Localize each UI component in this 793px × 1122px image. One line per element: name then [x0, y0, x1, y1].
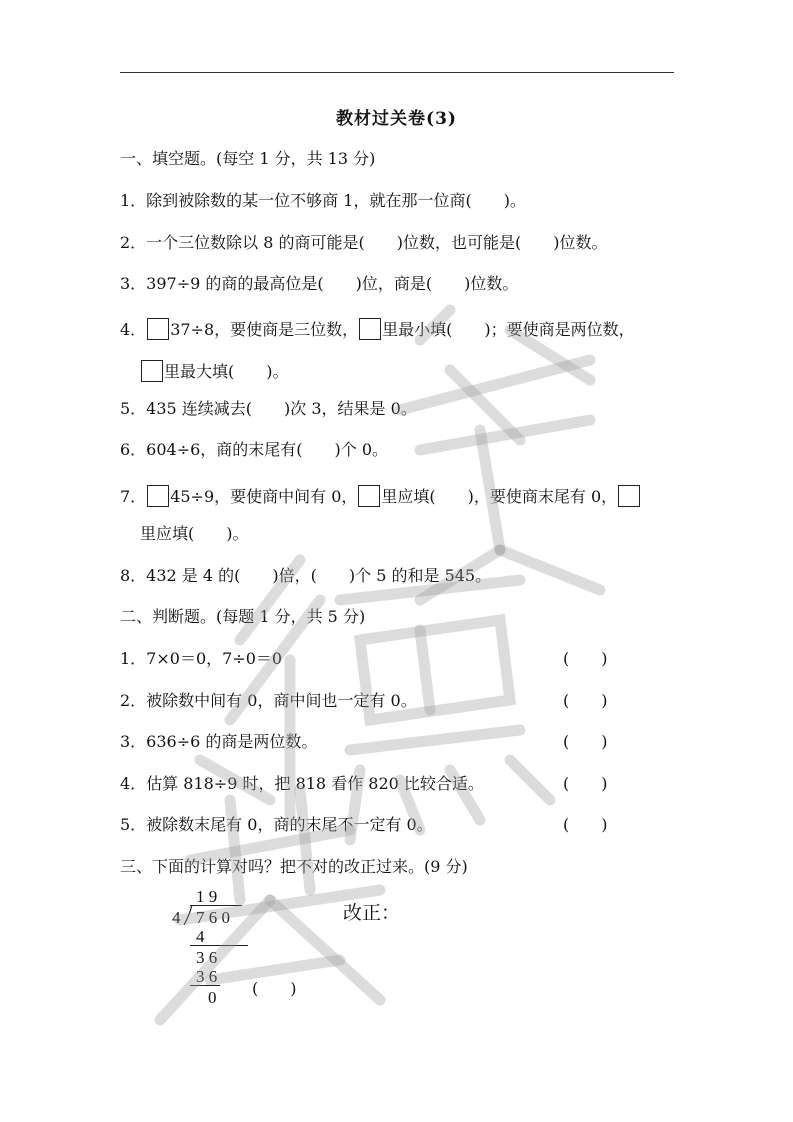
question-1-4-cont — [140, 360, 289, 383]
answer-bracket: ( ) — [563, 774, 608, 793]
question-1-4 — [120, 318, 635, 341]
section3-heading: 三、下面的计算对吗？把不对的改正过来。(9 分) — [120, 857, 468, 876]
blank-box — [359, 318, 381, 340]
q7-part-c: 里应填( )。 — [140, 524, 249, 543]
blank-box — [147, 318, 169, 340]
question-1-2: 2．一个三位数除以 8 的商可能是( )位数，也可能是( )位数。 — [120, 233, 608, 252]
blank-box — [147, 485, 169, 507]
blank-box — [618, 485, 640, 507]
answer-bracket: ( ) — [252, 979, 297, 998]
q4-number: 4． — [120, 320, 147, 339]
blank-box — [141, 360, 163, 382]
top-rule — [120, 72, 674, 73]
q7-part-a: 45÷9，要使商中间有 0， — [170, 487, 358, 506]
question-1-7 — [120, 485, 641, 508]
step-2: 3 6 — [196, 948, 218, 967]
page-title: 教材过关卷(3) — [336, 109, 457, 129]
question-1-8: 8．432 是 4 的( )倍，( )个 5 的和是 545。 — [120, 566, 492, 585]
q4-part-b: 里最小填( )；要使商是两位数， — [382, 320, 635, 339]
subtraction-line — [190, 945, 248, 946]
question-1-6: 6．604÷6，商的末尾有( )个 0。 — [120, 440, 389, 459]
section1-heading: 一、填空题。(每空 1 分，共 13 分) — [120, 149, 376, 168]
judge-item-4: 4．估算 818÷9 时，把 818 看作 820 比较合适。 — [120, 774, 484, 793]
question-1-5: 5．435 连续减去( )次 3，结果是 0。 — [120, 399, 417, 418]
quotient: 1 9 — [196, 887, 218, 906]
step-1: 4 — [196, 927, 205, 946]
answer-bracket: ( ) — [563, 691, 608, 710]
question-1-3: 3．397÷9 的商的最高位是( )位，商是( )位数。 — [120, 274, 519, 293]
judge-item-5: 5．被除数末尾有 0，商的末尾不一定有 0。 — [120, 815, 433, 834]
judge-item-2: 2．被除数中间有 0，商中间也一定有 0。 — [120, 691, 417, 710]
answer-bracket: ( ) — [563, 732, 608, 751]
q7-number: 7． — [120, 487, 147, 506]
remainder: 0 — [208, 988, 217, 1007]
judge-item-1: 1．7×0＝0，7÷0＝0 — [120, 649, 283, 668]
judge-item-3: 3．636÷6 的商是两位数。 — [120, 732, 318, 751]
q7-part-b: 里应填( )，要使商末尾有 0， — [381, 487, 618, 506]
question-1-1: 1．除到被除数的某一位不够商 1，就在那一位商( )。 — [120, 191, 526, 210]
answer-bracket: ( ) — [563, 815, 608, 834]
step-3: 3 6 — [196, 967, 218, 986]
subtraction-line — [190, 985, 220, 986]
division-bracket — [183, 904, 193, 926]
dividend: 7 6 0 — [196, 908, 230, 927]
answer-bracket: ( ) — [563, 649, 608, 668]
divisor: 4 — [172, 908, 181, 927]
correction-label: 改正： — [343, 902, 401, 924]
q4-part-c: 里最大填( )。 — [164, 362, 289, 381]
division-bar — [190, 905, 242, 906]
section2-heading: 二、判断题。(每题 1 分，共 5 分) — [120, 607, 366, 626]
blank-box — [358, 485, 380, 507]
q4-part-a: 37÷8，要使商是三位数， — [170, 320, 359, 339]
